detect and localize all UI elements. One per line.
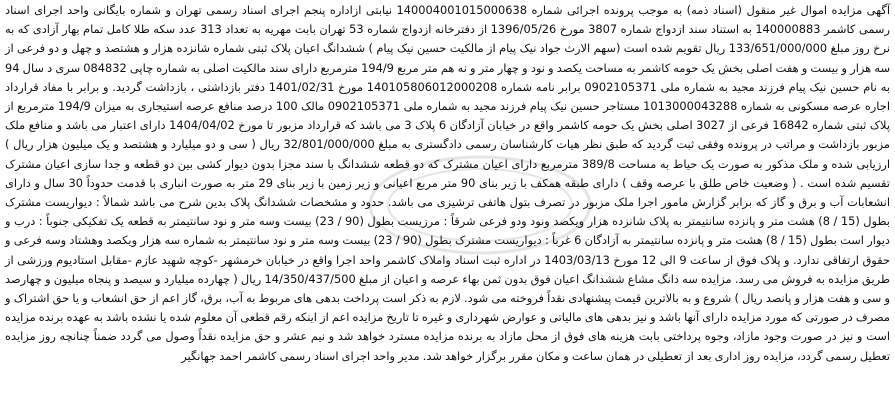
auction-notice-text: آگهی مزایده اموال غیر منقول (اسناد ذمه) به موجب پرونده اجرائی شماره 140004001015000638 نیابتی ازاداره پنجم اجرای اسناد رسمی تهران و شماره بایگانی واحد اجرای اسناد رسمی کاشمر 140000883 به استناد سند ازدواج شماره 3807 مورخ 1396/05/26 از دفترخانه ازدواج شماره 53 تهران بابت مهریه به تعداد 313 عدد سکه طلا کامل تمام بهار آزادی که به نرخ روز مبلغ 133/651/000/000 ریال تقویم شده است (سهم الارث جواد نیک پیام از مالکیت حسین نیک پیام ) ششدانگ اعیان پلاک ثبتی شماره شانزده هزار و هشتصد و چهل و دو فرعی از سه هزار و بیست و هفت اصلی بخش یک حومه کاشمر به مساحت یکصد و نود و چهار متر و نه هم متر مربع 194/9 مترمربع دارای سند مالکیت اصلی به شماره چاپی 084832 سری د سال 94 به نام حسین نیک پیام فرزند مجید به شماره ملی 0902105371 برابر نامه شماره 140105806012000208 مورخ 1401/02/31 دفتر بازداشتی ، بازداشت گردید. و برابر با مفاد قرارداد اجاره عرصه مسکونی به شماره 10130000432​88 مستاجر حسین نیک پیام فرزند مجید به شماره ملی 0902105371 مالک 100 درصد منافع عرصه استیجاری به میزان 194/9 مترمربع از پلاک ثبتی شماره 16842 فرعی از 3027 اصلی بخش یک حومه کاشمر واقع در خیابان آزادگان 6 پلاک 3 می باشد که قرارداد مزبور تا مورخ 1404/04/02 دارای اعتبار می باشد و منافع ملک مزبور بازداشت و مراتب در پرونده وفقی ثبت گردید که طبق نظر هیات کارشناسان رسمی دادگستری به مبلغ 32/801/000/000 ریال ( سی و دو میلیارد و هشتصد و یک میلیون هزار ریال ) ارزیابی شده و ملک مذکور به صورت یک حیاط به مساحت 389/8 مترمربع دارای اعیان مشترک که دو قطعه ششدانگ با سند مجزا بدون دیوار کشی بین دو قطعه و جدا سازی اعیان مشترک تقسیم شده است . ( وضعیت خاص طلق با عرصه وقف ) دارای طبقه همکف با زیر بنای 90 متر مربع اعیانی و زیر زمین با زیر بنای 29 متر به صورت انباری با قدمت حدوداً 30 سال و دارای انشعابات آب و برق و گاز که برابر گزارش مامور اجرا ملک مزبور در تصرف بتول هاتفی ترشیزی می باشد. حدود و مشخصات ششدانگ پلاک بدین شرح می باشد شمالاً : دیواریست مشترک بطول (15 / 8) هشت متر و پانزده سانتیمتر به پلاک شانزده هزار ویکصد ونود ودو فرعی شرقاً : مرزیست بطول (90 / 23) بیست وسه متر و نود سانتیمتر به قطعه یک تفکیکی جنوباً : درب و دیوار است بطول (15 / 8) هشت متر و پانزده سانتیمتر به آزادگان 6 غرباً : دیواریست مشترک بطول (90 / 23) بیست وسه متر و نود سانتیمتر به شماره سه هزار ویکصد وهشتاد وسه فرعی و حقوق ارتفاقی ندارد. و پلاک فوق از ساعت 9 الی 12 مورخ 1403/03/13 در اداره ثبت اسناد واملاک کاشمر واحد اجرا واقع در خیابان خرمشهر -کوچه شهید عازم -مقابل استادیوم ورزشی از طریق مزایده به فروش می رسد. مزایده سه دانگ مشاع ششدانگ اعیان فوق بدون ثمن بهاء عرصه و اعیان از مبلغ 14/350/437/500 ریال ( چهارده میلیارد و سیصد و پنجاه میلیون و چهارصد و سی و هفت هزار و پانصد ریال ) شروع و به بالاترین قیمت پیشنهادی نقداً فروخته می شود. لازم به ذکر است پرداخت بدهی های مربوط به آب، برق، گاز اعم از حق انشعاب و یا حق اشتراک و مصرف در صورتی که مورد مزایده دارای آنها باشد و نیز بدهی های مالیاتی و عوارض شهرداری و غیره تا تاریخ مزایده اعم از اینکه رقم قطعی آن معلوم شده یا نشده باشد به عهده برنده مزایده است و نیز در صورت وجود مازاد، وجوه پرداختی بابت هزینه های فوق از محل مازاد به برنده مزایده مسترد خواهد شد و نیم عشر و حق مزایده نقداً وصول می گردد ضمناً چنانچه روز مزایده تعطیل رسمی گردد، مزایده روز اداری بعد از تعطیلی در همان ساعت و مکان مقرر برگزار خواهد شد. مدیر واحد اجرای اسناد رسمی کاشمر احمد جهانگیر bbox=[5, 3, 891, 363]
